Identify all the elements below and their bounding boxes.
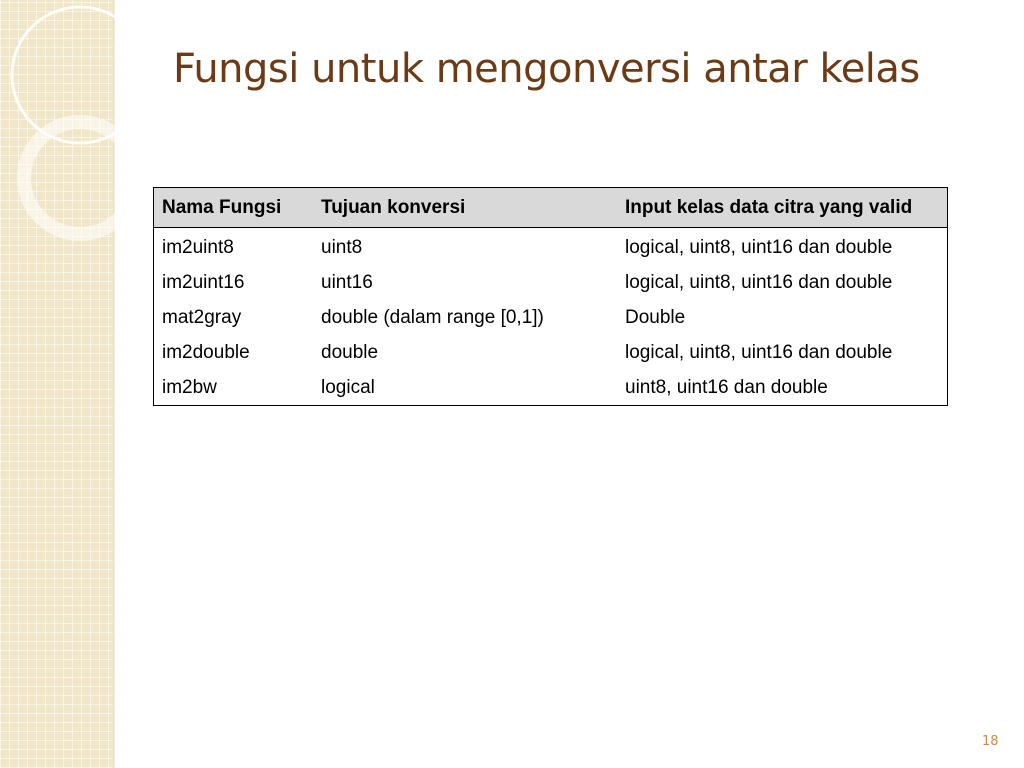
conversion-table — [153, 187, 948, 406]
decorative-rings-graphic — [0, 0, 130, 260]
cell-valid-input: logical, uint8, uint16 dan double — [625, 342, 893, 363]
cell-target-class: logical — [321, 377, 375, 398]
page-number: 18 — [982, 734, 999, 749]
header-nama-fungsi: Nama Fungsi — [154, 188, 314, 228]
cell-target-class: double (dalam range [0,1]) — [321, 307, 544, 328]
cell-function-name: im2bw — [162, 377, 217, 398]
cell-target-class: uint16 — [321, 272, 373, 293]
cell-valid-input: logical, uint8, uint16 dan double — [625, 237, 893, 258]
cell-function-name: im2uint8 — [162, 237, 234, 258]
header-input-kelas: Input kelas data citra yang valid — [617, 188, 948, 228]
table-row — [154, 228, 948, 266]
slide-title: Fungsi untuk mengonversi antar kelas — [173, 46, 920, 92]
table-row — [154, 300, 948, 335]
table-header-row — [154, 188, 948, 228]
cell-target-class: double — [321, 342, 379, 363]
cell-function-name: im2double — [162, 342, 250, 363]
table-row — [154, 335, 948, 370]
cell-valid-input: Double — [625, 307, 686, 328]
header-tujuan-konversi: Tujuan konversi — [313, 188, 617, 228]
table-row — [154, 370, 948, 406]
cell-function-name: mat2gray — [162, 307, 242, 328]
cell-target-class: uint8 — [321, 237, 363, 258]
decorative-ring-small — [24, 122, 130, 234]
cell-valid-input: uint8, uint16 dan double — [625, 377, 828, 398]
cell-valid-input: logical, uint8, uint16 dan double — [625, 272, 893, 293]
cell-function-name: im2uint16 — [162, 272, 245, 293]
table-row — [154, 265, 948, 300]
